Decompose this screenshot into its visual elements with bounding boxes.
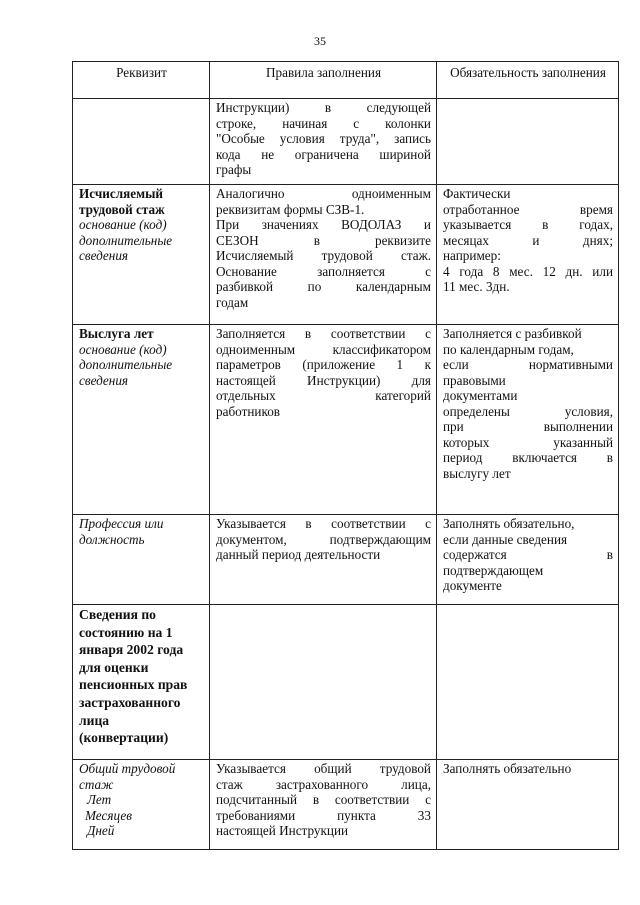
rules-line: работников (216, 403, 281, 419)
table-row (73, 325, 619, 515)
obligation-line: Фактически (443, 186, 511, 201)
obligation-line: выслугу лет (443, 465, 511, 481)
table-row (73, 605, 619, 760)
requisite-cell (73, 515, 210, 605)
rules-line: Указывается в соответствии с (216, 516, 431, 531)
requisite-sub: стаж (79, 776, 114, 792)
rules-line: При значениях ВОДОЛАЗ и (216, 217, 431, 232)
obligation-line: если нормативными (443, 357, 613, 372)
obligation-line: например: (443, 248, 501, 263)
rules-line: документом, подтверждающим (216, 531, 431, 547)
requisite-sub: Лет (87, 792, 112, 807)
section-title-line: состоянию на 1 (79, 624, 173, 640)
rules-line: СЕЗОН в реквизите (216, 232, 431, 248)
section-title-line: лица (79, 712, 110, 728)
obligation-line: период включается в (443, 450, 613, 465)
requisite-cell (73, 185, 210, 325)
rules-cell (210, 99, 437, 185)
rules-line: разбивкой по календарным (216, 279, 431, 294)
rules-line: Основание заполняется с (216, 263, 431, 279)
requisite-sub: основание (код) (79, 341, 167, 357)
header-rules: Правила заполнения (210, 62, 437, 99)
obligation-line: при выполнении (443, 419, 613, 434)
rules-line: строке, начиная с колонки (216, 115, 431, 131)
obligation-cell (437, 99, 619, 185)
section-title-line: пенсионных прав (79, 677, 188, 693)
rules-cell (210, 325, 437, 515)
requisite-sub: сведения (79, 248, 129, 263)
requisite-sub: Дней (87, 823, 115, 838)
requisite-name: Выслуга лет (79, 326, 154, 341)
obligation-line: указывается в годах, (443, 217, 613, 232)
obligation-line: которых указанный (443, 434, 613, 450)
requisite-sub: Месяцев (85, 807, 132, 823)
obligation-line: подтверждающем (443, 562, 544, 578)
obligation-line: определены условия, (443, 403, 613, 419)
section-title-line: (конвертации) (79, 730, 169, 746)
obligation-line: правовыми (443, 372, 506, 388)
section-title-line: января 2002 года (79, 642, 184, 658)
requisite-sub: Профессия или (79, 516, 164, 531)
rules-line: годам (216, 294, 249, 310)
obligation-cell (437, 185, 619, 325)
requisite-sub: сведения (79, 372, 129, 388)
obligation-line: документе (443, 578, 502, 593)
page-number: 35 (314, 34, 326, 48)
rules-line: данный период деятельности (216, 547, 381, 562)
rules-cell (210, 515, 437, 605)
rules-line: подсчитанный в соответствии с (216, 792, 431, 807)
rules-line: графы (216, 162, 252, 177)
obligation-line: по календарным годам, (443, 341, 574, 357)
rules-line: настоящей Инструкции (216, 823, 349, 838)
rules-line: Заполняется в соответствии с (216, 326, 431, 341)
rules-line: отдельных категорий (216, 388, 431, 403)
requisite-sub: Общий трудовой (79, 761, 176, 776)
obligation-cell (437, 325, 619, 515)
obligation-line: 11 мес. 3дн. (443, 279, 510, 294)
requisite-cell (73, 325, 210, 515)
requisite-sub: дополнительные (79, 357, 173, 372)
obligation-line: содержатся в (443, 547, 613, 562)
obligation-line: Заполнять обязательно, (443, 516, 575, 531)
obligation-line: месяцах и днях; (443, 232, 613, 248)
obligation-line: отработанное время (443, 201, 613, 217)
requisite-cell (73, 99, 210, 185)
requisite-cell (73, 605, 210, 760)
rules-line: Инструкции) в следующей (216, 100, 431, 115)
rules-line: настоящей Инструкции) для (216, 372, 431, 388)
section-title-line: застрахованного (79, 694, 181, 710)
requisite-sub: должность (79, 531, 145, 547)
obligation-line: документами (443, 388, 518, 403)
rules-line: кода не ограничена шириной (216, 146, 431, 162)
requisite-name: Исчисляемый (79, 186, 163, 201)
rules-line: реквизитам формы СЗВ-1. (216, 201, 365, 217)
obligation-cell (437, 760, 619, 850)
obligation-line: если данные сведения (443, 531, 568, 547)
section-title-line: для оценки (79, 659, 149, 675)
rules-line: Указывается общий трудовой (216, 761, 431, 776)
obligation-line: Заполнять обязательно (443, 761, 572, 776)
obligation-line: Заполняется с разбивкой (443, 326, 582, 341)
header-obligation: Обязательность заполнения (437, 62, 619, 99)
obligation-line: 4 года 8 мес. 12 дн. или (443, 263, 613, 279)
rules-cell (210, 760, 437, 850)
requisite-name: трудовой стаж (79, 201, 165, 217)
table-header-row (73, 62, 619, 99)
rules-cell (210, 185, 437, 325)
table-row (73, 185, 619, 325)
requisite-cell (73, 760, 210, 850)
requisites-table (72, 61, 619, 850)
table-row (73, 99, 619, 185)
requisite-sub: основание (код) (79, 217, 167, 232)
table-row (73, 760, 619, 850)
obligation-cell (437, 515, 619, 605)
rules-line: одноименным классификатором (216, 341, 431, 357)
rules-line: "Особые условия труда", запись (216, 131, 431, 146)
rules-line: требованиями пункта 33 (216, 807, 431, 823)
rules-line: стаж застрахованного лица, (216, 776, 431, 792)
requisite-sub: дополнительные (79, 232, 173, 248)
rules-line: Исчисляемый трудовой стаж. (216, 248, 431, 263)
section-title-line: Сведения по (79, 607, 156, 622)
rules-line: параметров (приложение 1 к (216, 357, 431, 372)
obligation-cell (437, 605, 619, 760)
header-requisite: Реквизит (73, 62, 210, 99)
table-row (73, 515, 619, 605)
rules-line: Аналогично одноименным (216, 186, 431, 201)
rules-cell (210, 605, 437, 760)
